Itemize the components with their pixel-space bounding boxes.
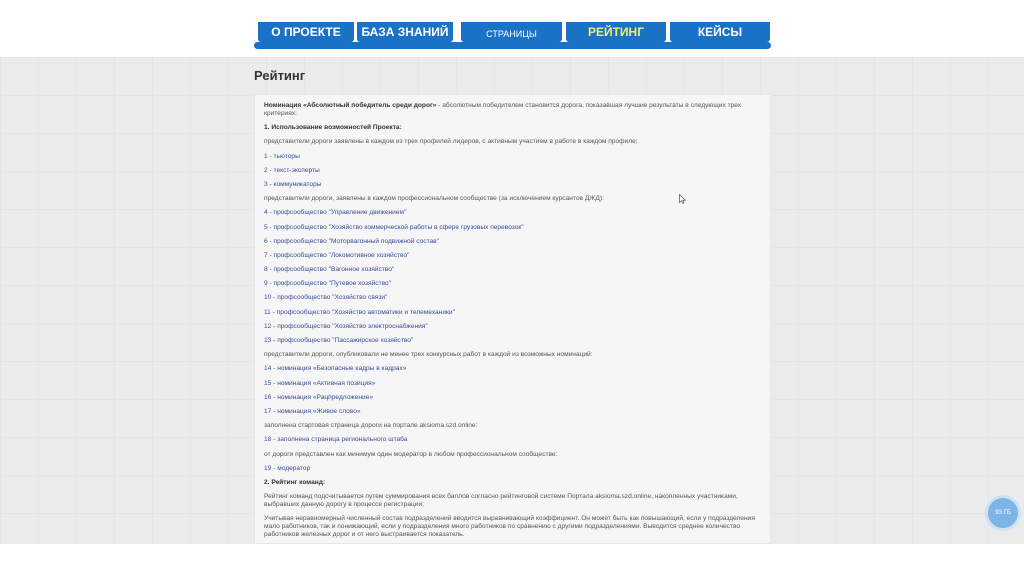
nominations-paragraph: представители дороги, опубликовали не менее трех конкурсных работ в каждой из возможных номинаций: [264, 351, 593, 359]
portal-paragraph: заполнена стартовая страница дороги на портале aksioma.szd.online: [264, 422, 478, 430]
list-item-community: 9 - профсообщество "Путевое хозяйство" [264, 280, 392, 288]
list-item-nomination: 14 - номинация «Безопасные кадры в кадрах» [264, 365, 407, 373]
list-item-community: 12 - профсообщество "Хозяйство электроснабжения" [264, 322, 428, 330]
list-item-community: 7 - профсообщество "Локомотивное хозяйство" [264, 251, 410, 259]
list-item-nomination: 15 - номинация «Активная позиция» [264, 379, 376, 387]
nav-knowledge-base[interactable]: БАЗА ЗНАНИЙ [357, 22, 453, 42]
list-item-community: 4 - профсообщество "Управление движением" [264, 209, 407, 217]
main-nav [254, 22, 771, 48]
list-item-portal: 18 - заполнена страница регионального штаба [264, 436, 408, 444]
list-item-community: 10 - профсообщество "Хозяйство связи" [264, 294, 388, 302]
list-item-community: 8 - профсообщество "Вагонное хозяйство" [264, 266, 395, 274]
nomination-title: Номинация «Абсолютный победитель среди дорог» [264, 102, 437, 109]
list-item-nomination: 17 - номинация «Живое слово» [264, 407, 361, 415]
nav-cases[interactable]: КЕЙСЫ [670, 22, 770, 42]
list-item-community: 6 - профсообщество "Моторвагонный подвижной состав" [264, 237, 440, 245]
list-item-profile: 1 - тьюторы [264, 152, 300, 160]
communities-paragraph: представители дороги, заявлены в каждом профессиональном сообществе (за исключением курсантов ДЖД): [264, 195, 604, 203]
nav-pages[interactable]: СТРАНИЦЫ [461, 22, 562, 42]
coefficient-paragraph: Учитывая неравномерный численный состав подразделений вводится выравнивающий коэффициент. Он может быть как повышающий, если у подразделения мало работников, так и понижающий, если у подразделения много работников по сравнению с другими подразделениями. Выводится среднее количество работников железных дорог и от него выстраивается показатель. [264, 515, 755, 539]
rating-rules-panel [254, 94, 771, 544]
list-item-community: 11 - профсообщество "Хозяйство автоматики и телемеханики" [264, 308, 455, 316]
list-item-nomination: 16 - номинация «Рацпредложение» [264, 393, 374, 401]
section-2-heading: 2. Рейтинг команд: [264, 478, 326, 486]
nomination-description: - абсолютным победителем становится дорога, показавшая лучшие результаты в следующих трех критериях: [264, 102, 742, 117]
mouse-cursor-icon [679, 194, 686, 204]
page-title: Рейтинг [254, 68, 306, 83]
intro-paragraph [264, 102, 761, 118]
rating-paragraph: Рейтинг команд подсчитывается путем суммирования всех баллов согласно рейтинговой системе Портала aksioma.szd.online, накопленных участниками, выбравших данную дорогу в процессе регистрации; [264, 493, 738, 509]
nav-underline-bar [254, 42, 771, 49]
profiles-paragraph: представители дороги заявлены в каждом из трех профилей лидеров, с активным участием в работе в каждом профиле; [264, 138, 638, 146]
nav-rating[interactable]: РЕЙТИНГ [566, 22, 666, 42]
list-item-moderator: 19 - модератор [264, 464, 311, 472]
memory-usage-badge[interactable]: 93 ГБ [985, 495, 1021, 531]
list-item-profile: 3 - коммуникаторы [264, 180, 322, 188]
list-item-community: 5 - профсообщество "Хозяйство коммерческой работы в сфере грузовых перевозок" [264, 223, 524, 231]
list-item-profile: 2 - текст-эксперты [264, 166, 320, 174]
moderator-paragraph: от дороги представлен как минимум один модератор в любом профессиональном сообществе: [264, 450, 558, 458]
nav-about-project[interactable]: О ПРОЕКТЕ [258, 22, 354, 42]
section-1-heading: 1. Использование возможностей Проекта: [264, 124, 402, 132]
list-item-community: 13 - профсообщество "Пассажирское хозяйство" [264, 337, 414, 344]
bottom-band [0, 544, 1024, 574]
